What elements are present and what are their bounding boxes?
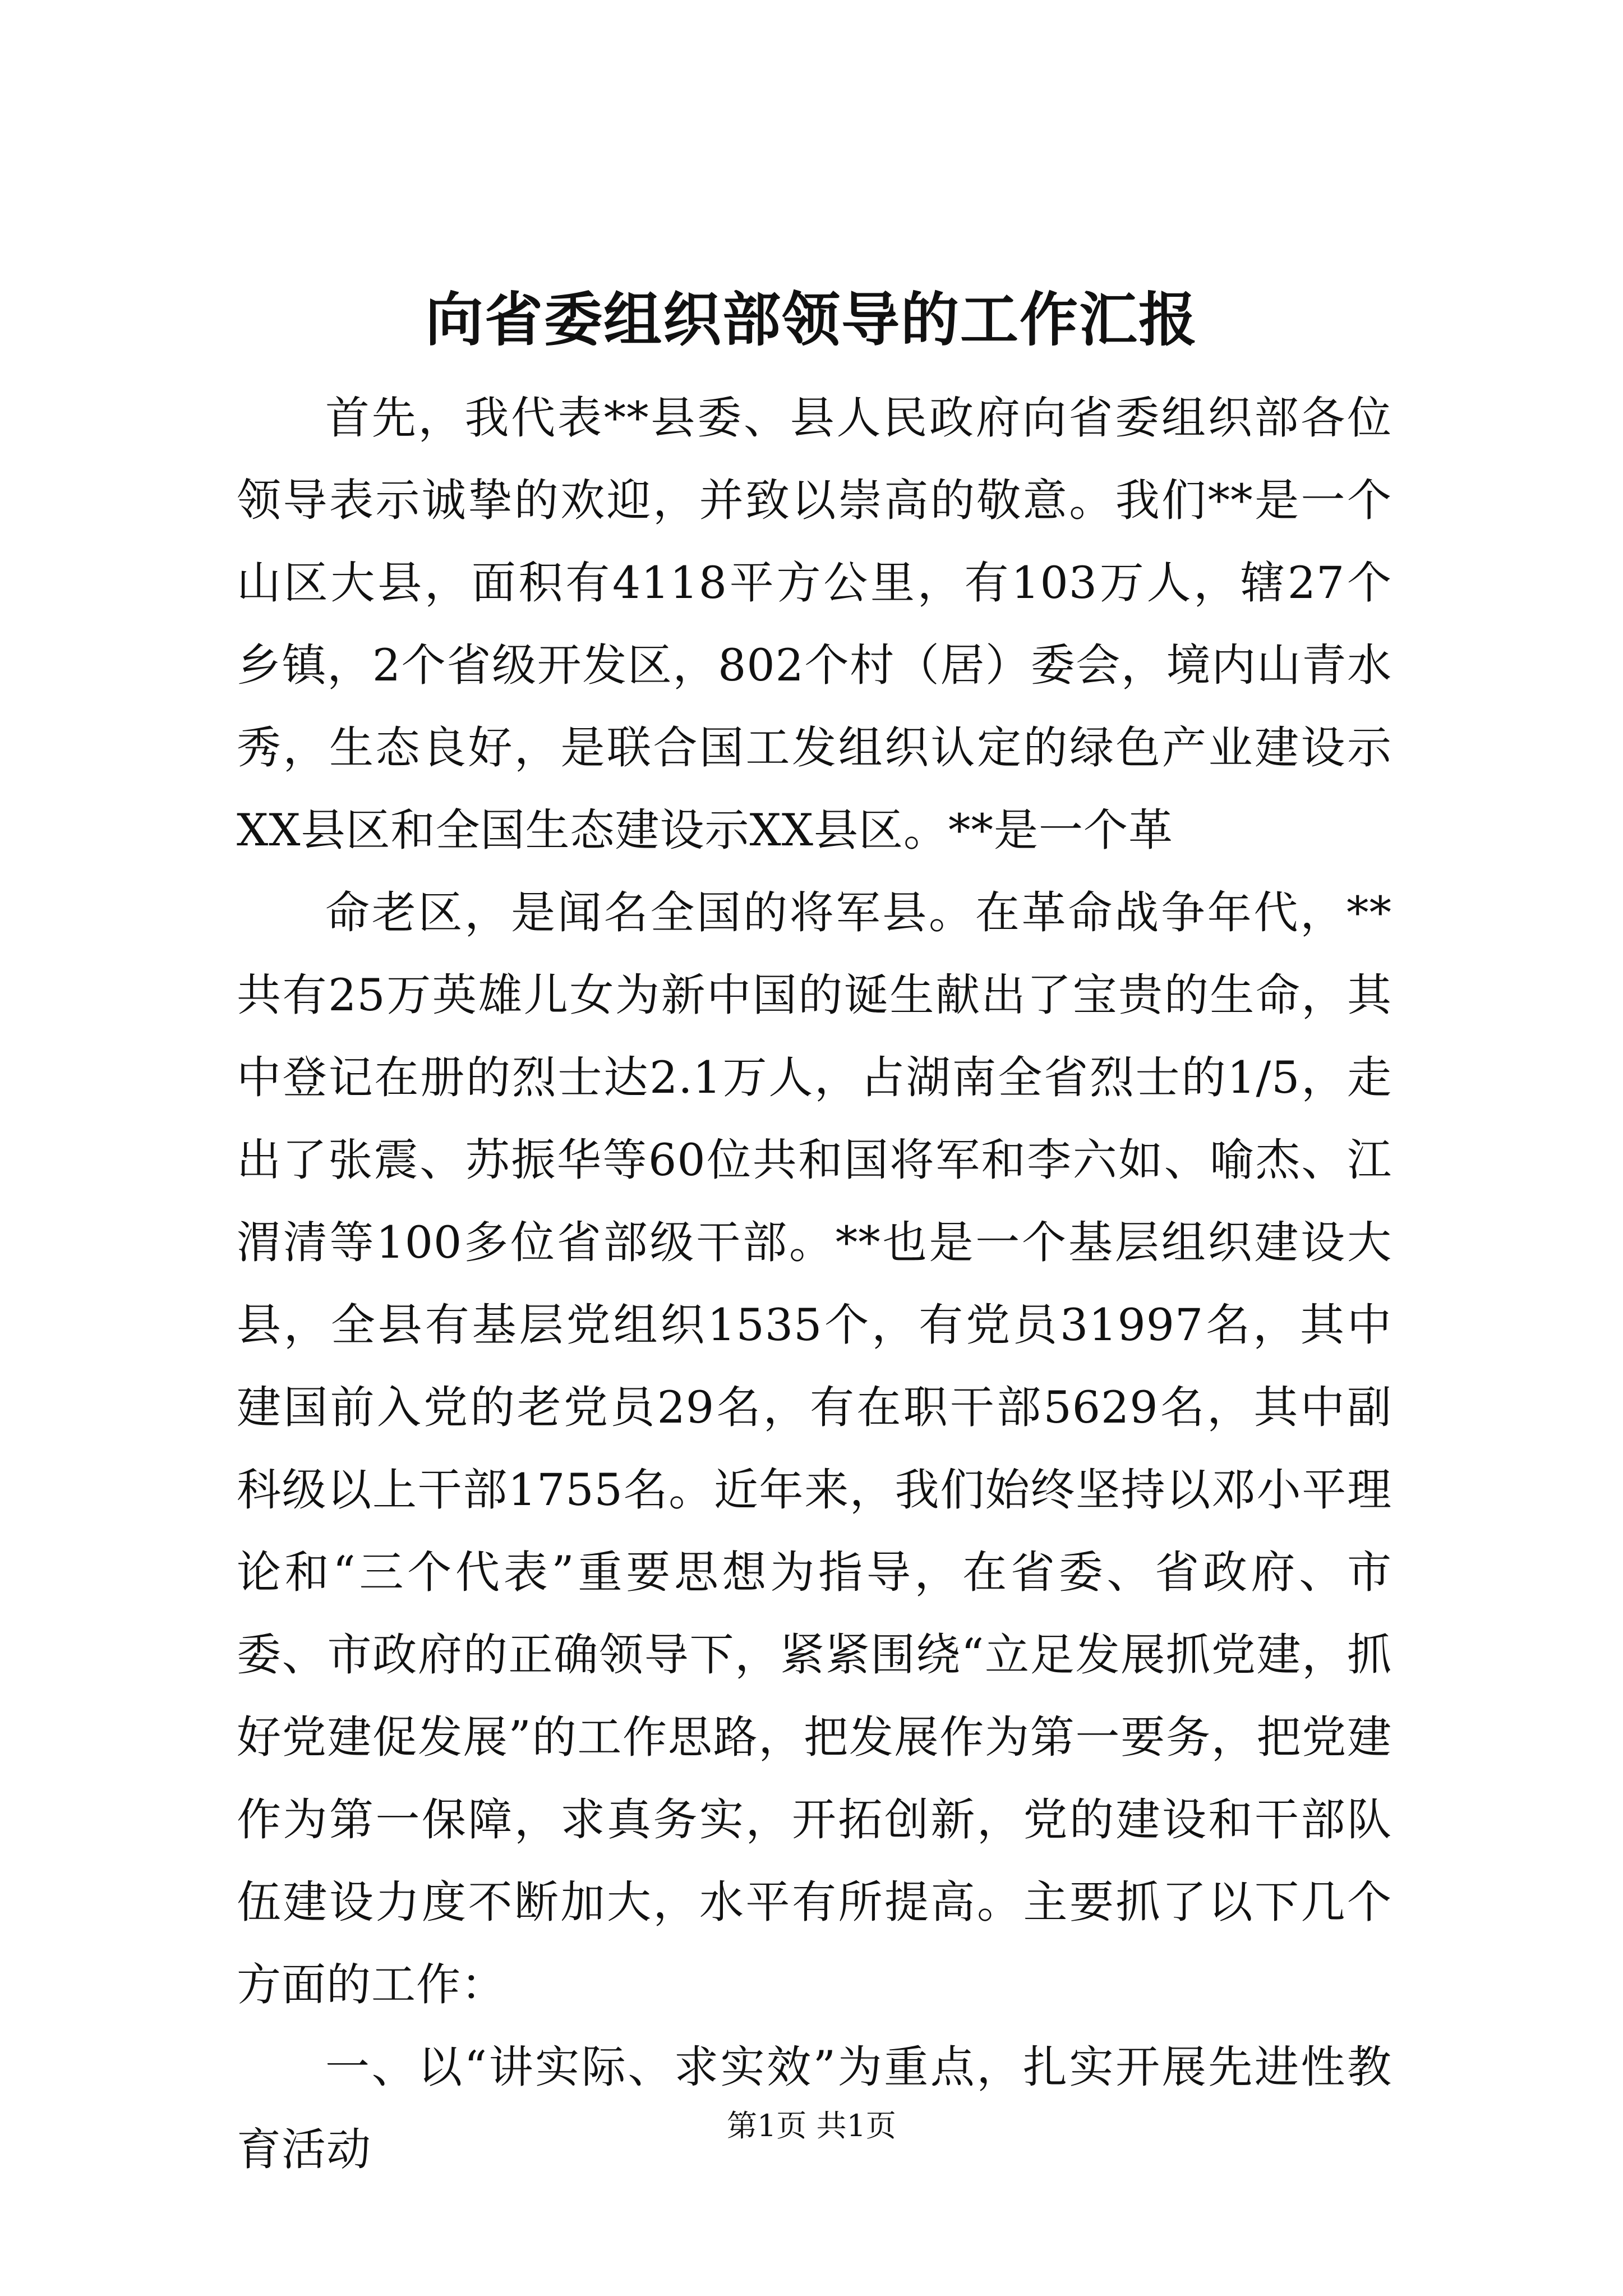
document-body [237, 377, 1392, 2191]
page-number-footer: 第1页 共1页 [727, 2108, 896, 2143]
paragraph-intro: 首先，我代表**县委、县人民政府向省委组织部各位领导表示诚挚的欢迎，并致以崇高的敬意。我们**是一个山区大县，面积有4118平方公里，有103万人，辖27个乡镇，2个省级开发区，802个村（居）委会，境内山青水秀，生态良好，是联合国工发组织认定的绿色产业建设示XX县区和全国生态建设示XX县区。**是一个革 [237, 392, 1392, 856]
paragraph-history: 命老区，是闻名全国的将军县。在革命战争年代，**共有25万英雄儿女为新中国的诞生献出了宝贵的生命，其中登记在册的烈士达2.1万人，占湖南全省烈士的1/5，走出了张震、苏振华等60位共和国将军和李六如、喻杰、江渭清等100多位省部级干部。**也是一个基层组织建设大县，全县有基层党组织1535个，有党员31997名，其中建国前入党的老党员29名，有在职干部5629名，其中副科级以上干部1755名。近年来，我们始终坚持以邓小平理论和“三个代表”重要思想为指导，在省委、省政府、市委、市政府的正确领导下，紧紧围绕“立足发展抓党建，抓好党建促发展”的工作思路，把发展作为第一要务，把党建作为第一保障，求真务实，开拓创新，党的建设和干部队伍建设力度不断加大，水平有所提高。主要抓了以下几个方面的工作： [237, 887, 1392, 2010]
page-title: 向省委组织部领导的工作汇报 [425, 285, 1198, 354]
paragraph-section-one: 一、以“讲实际、求实效”为重点，扎实开展先进性教育活动 [237, 2041, 1392, 2175]
